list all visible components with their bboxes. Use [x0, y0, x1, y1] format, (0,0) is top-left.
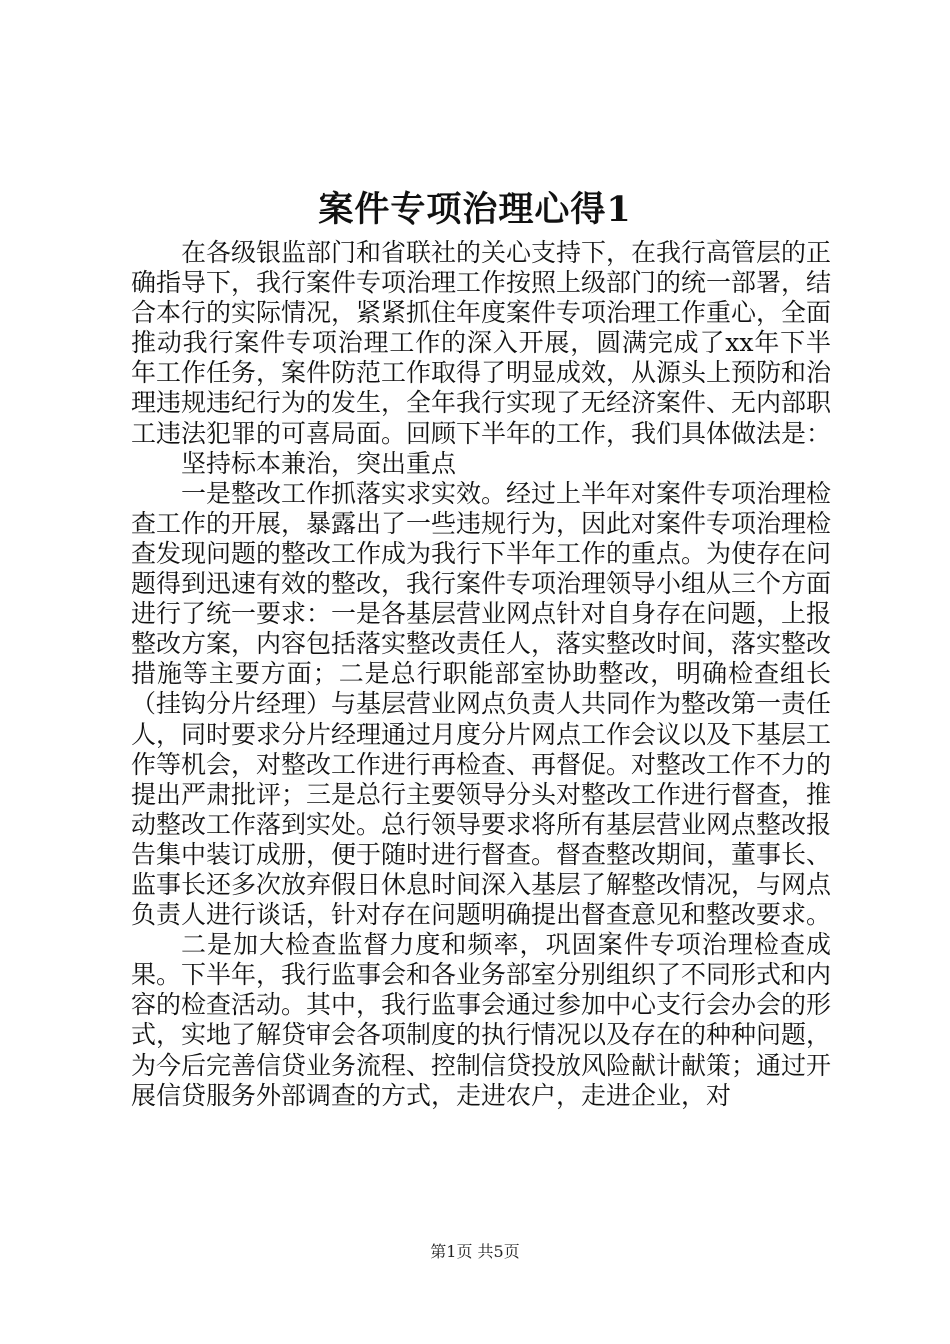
page-footer: 第1页 共5页 [430, 1242, 520, 1261]
paragraph-intro: 在各级银监部门和省联社的关心支持下，在我行高管层的正确指导下，我行案件专项治理工作按照上级部门的统一部署，结合本行的实际情况，紧紧抓住年度案件专项治理工作重心，全面推动我行案件专项治理工作的深入开展，圆满完成了xx年下半年工作任务，案件防范工作取得了明显成效，从源头上预防和治理违规违纪行为的发生，全年我行实现了无经济案件、无内部职工违法犯罪的可喜局面。回顾下半年的工作，我们具体做法是： [131, 238, 832, 448]
paragraph-rectification: 一是整改工作抓落实求实效。经过上半年对案件专项治理检查工作的开展，暴露出了一些违规行为，因此对案件专项治理检查发现问题的整改工作成为我行下半年工作的重点。为使存在问题得到迅速有效的整改，我行案件专项治理领导小组从三个方面进行了统一要求：一是各基层营业网点针对自身存在问题，上报整改方案，内容包括落实整改责任人，落实整改时间，落实整改措施等主要方面；二是总行职能部室协助整改，明确检查组长（挂钩分片经理）与基层营业网点负责人共同作为整改第一责任人，同时要求分片经理通过月度分片网点工作会议以及下基层工作等机会，对整改工作进行再检查、再督促。对整改工作不力的提出严肃批评；三是总行主要领导分头对整改工作进行督查，推动整改工作落到实处。总行领导要求将所有基层营业网点整改报告集中装订成册，便于随时进行督查。督查整改期间，董事长、监事长还多次放弃假日休息时间深入基层了解整改情况，与网点负责人进行谈话，针对存在问题明确提出督查意见和整改要求。 [131, 478, 832, 930]
document-title: 案件专项治理心得1 [318, 189, 632, 230]
paragraph-inspection: 二是加大检查监督力度和频率，巩固案件专项治理检查成果。下半年，我行监事会和各业务部室分别组织了不同形式和内容的检查活动。其中，我行监事会通过参加中心支行会办会的形式，实地了解贷审会各项制度的执行情况以及存在的种种问题，为今后完善信贷业务流程、控制信贷投放风险献计献策；通过开展信贷服务外部调查的方式，走进农户，走进企业，对 [131, 930, 832, 1110]
paragraph-section-heading: 坚持标本兼治，突出重点 [181, 448, 457, 478]
document-body [131, 238, 831, 1111]
